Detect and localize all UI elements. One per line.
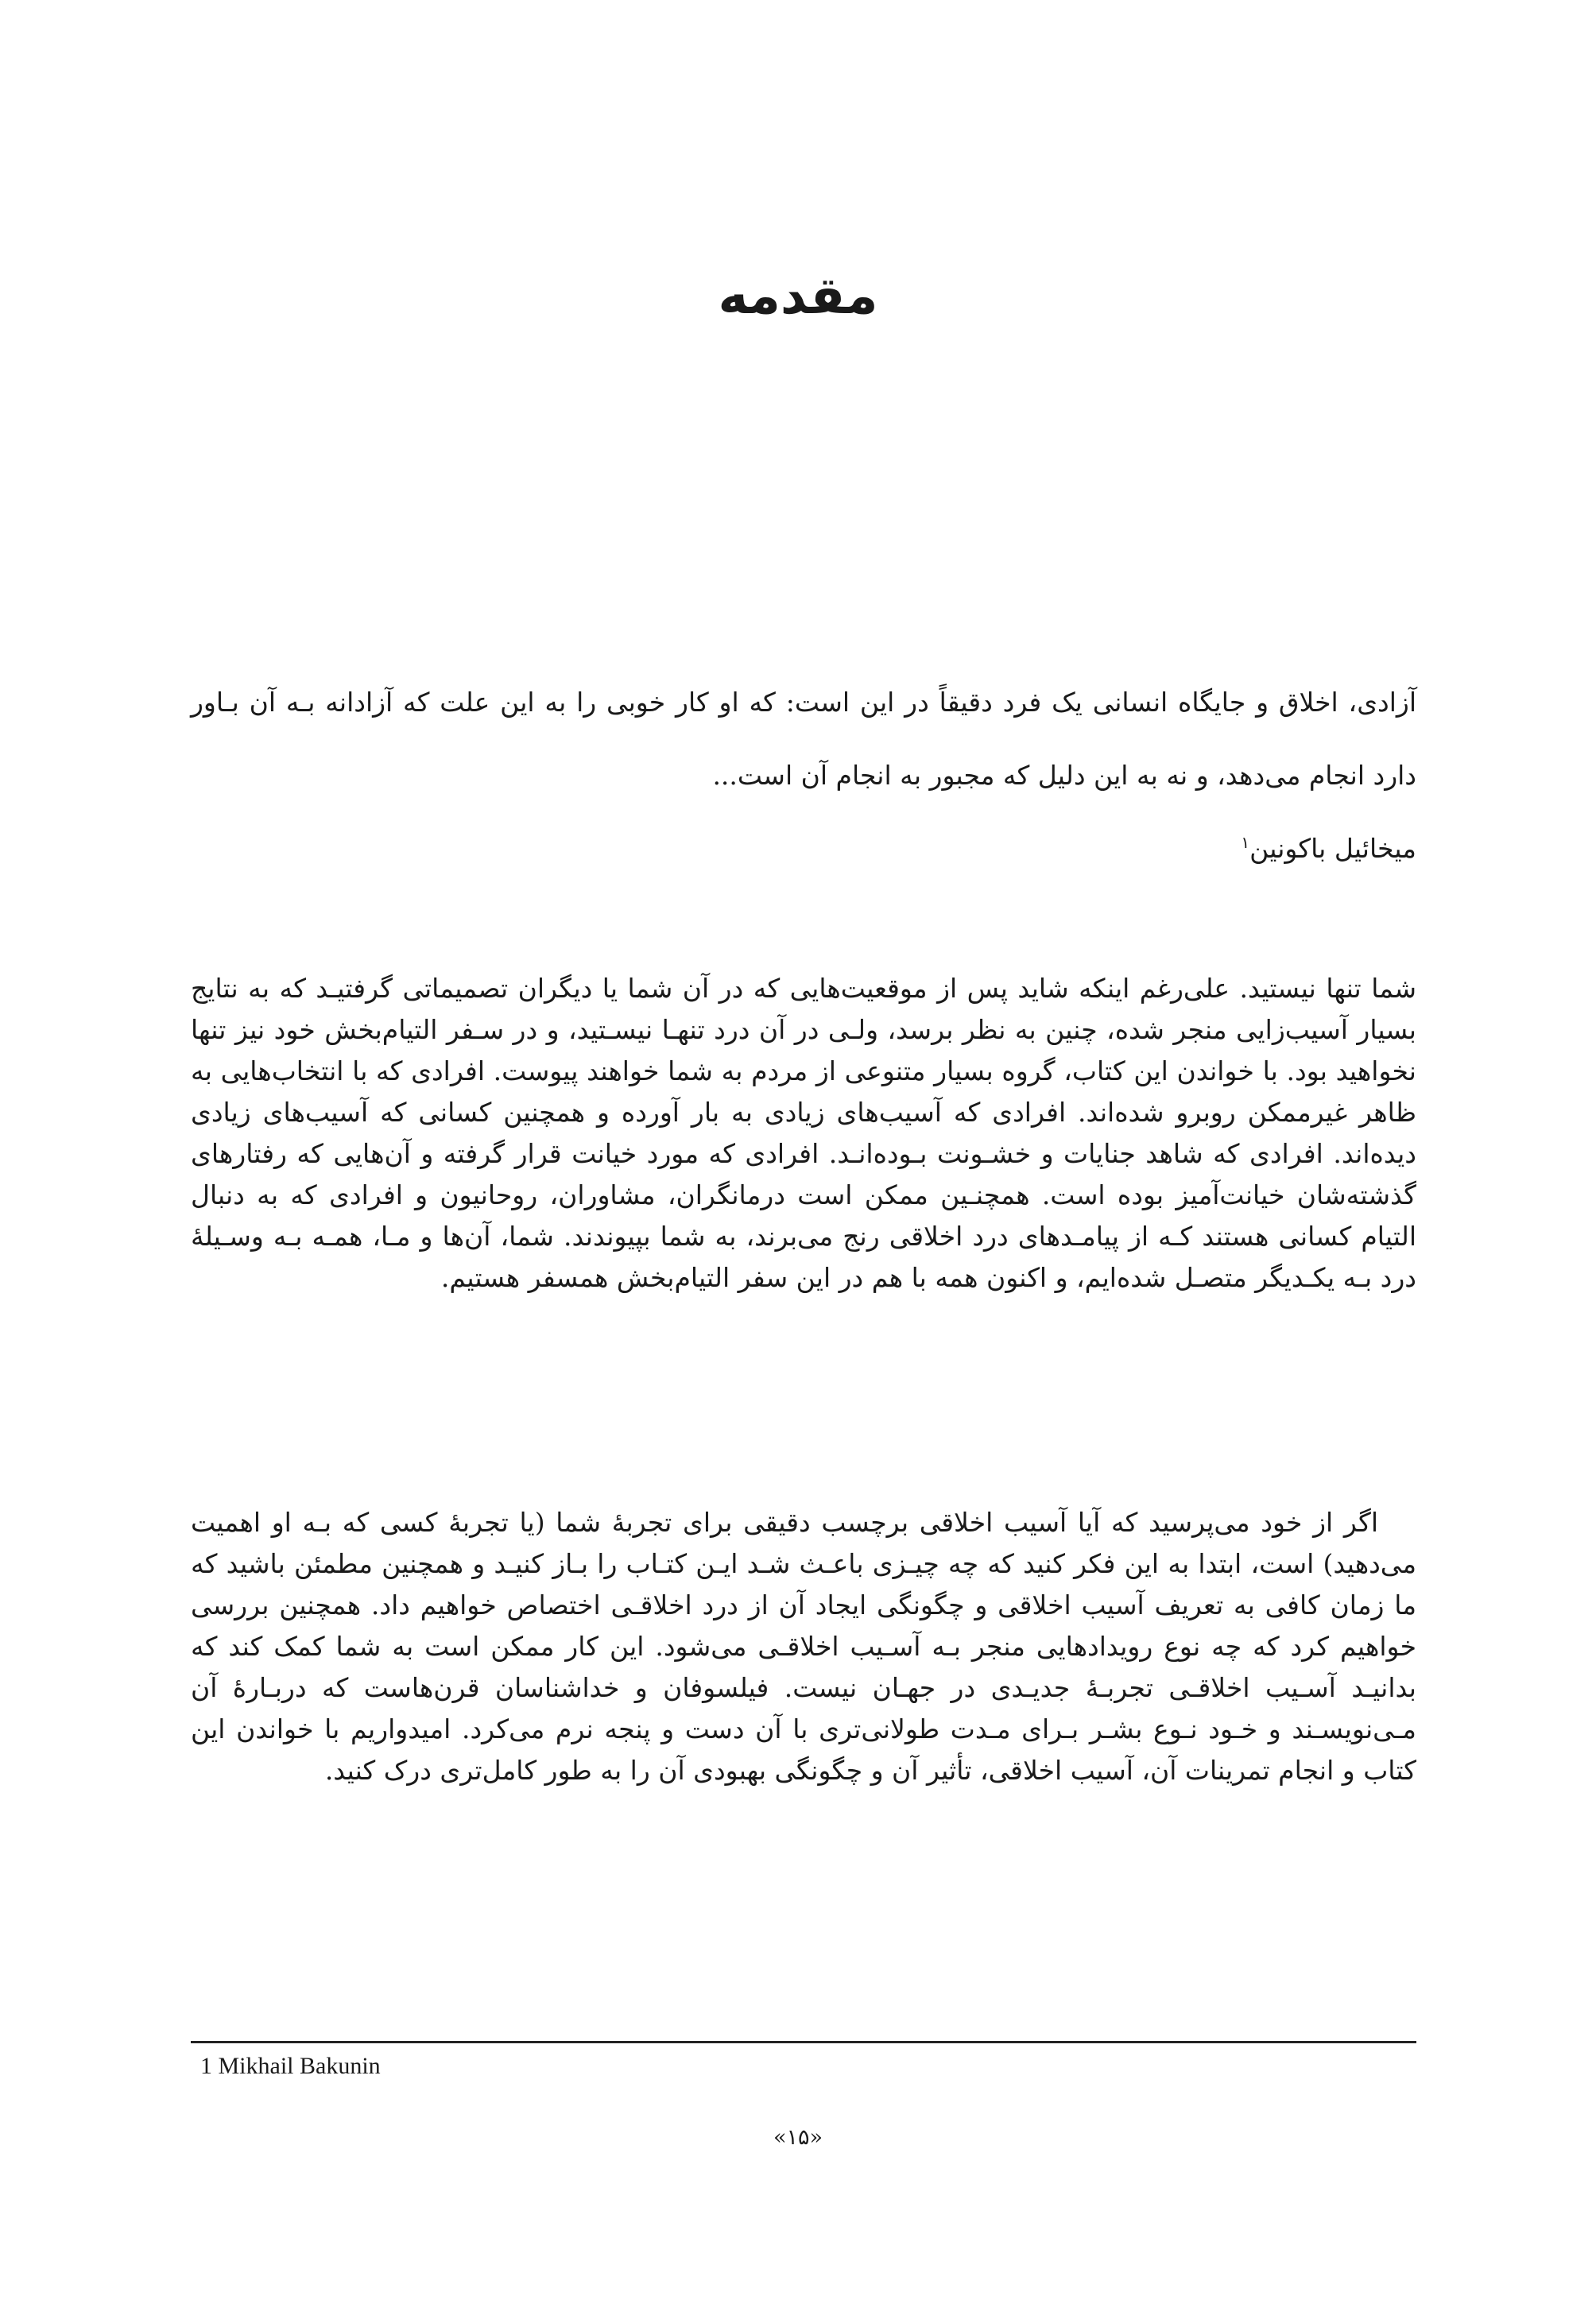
footnote-marker: ۱ bbox=[1241, 833, 1250, 852]
body-paragraph-1: شما تنها نیستید. علی‌رغم اینکه شاید پس از موقعیت‌هایی که در آن شما یا دیگران تصمیماتی گرفتیـد که به نتایج بسیار آسیب‌زایی منجر شده، چنین به نظر برسد، ولـی در آن درد تنهـا نیسـتید، و در سـفر التیام‌بخش خود نیز تنها نخواهید بود. با خواندن این کتاب، گروه بسیار متنوعی از مردم به شما خواهند پیوست. افرادی که با انتخاب‌هایی به ظاهر غیرممکن روبرو شده‌اند. افرادی که آسیب‌های زیادی به بار آورده و همچنین کسانی که آسیب‌های زیادی دیده‌اند. افرادی که شاهد جنایات و خشـونت بـوده‌انـد. افرادی که مورد خیانت قرار گرفته و آن‌هایی که رفتارهای گذشته‌شان خیانت‌آمیز بوده است. همچنـین ممکن است درمانگران، مشاوران، روحانیون و افرادی که به دنبال التیام کسانی هستند کـه از پیامـد‌های درد اخلاقی رنج می‌برند، به شما بپیوندند. شما، آن‌ها و مـا، همـه بـه وسـیلهٔ درد بـه یکـدیگر متصـل شده‌ایم، و اکنون همه با هم در این سفر التیام‌بخش همسفر هستیم. bbox=[191, 973, 1416, 1293]
footnote-text: 1 Mikhail Bakunin bbox=[200, 2053, 381, 2079]
epigraph-attribution bbox=[1241, 825, 1416, 873]
attribution-name: میخائیل باکونین bbox=[1249, 833, 1416, 864]
body-paragraph-2: اگر از خود می‌پرسید که آیا آسیب اخلاقی برچسب دقیقی برای تجربهٔ شما (یا تجربهٔ کسی که بـه او اهمیت می‌دهید) است، ابتدا به این فکر کنید که چه چیـزی باعـث شـد ایـن کتـاب را بـاز کنیـد و همچنین مطمئن باشید که ما زمان کافی به تعریف آسیب اخلاقی و چگونگی ایجاد آن از درد اخلاقـی اختصاص خواهیم داد. همچنین بررسی خواهیم کرد که چه نوع رویدادهایی منجر بـه آسـیب اخلاقـی می‌شود. این کار ممکن است به شما کمک کند که بدانیـد آسـیب اخلاقـی تجربـهٔ جدیـدی در جهـان نیست. فیلسوفان و خداشناسان قرن‌هاست که دربـارهٔ آن مـی‌نویسـند و خـود نـوع بشـر بـرای مـدت طولانی‌تری با آن دست و پنجه نرم می‌کرد. امیدواریم با خواندن این کتاب و انجام تمرینات آن، آسیب اخلاقی، تأثیر آن و چگونگی بهبودی آن را به طور کامل‌تری درک کنید. bbox=[191, 1507, 1416, 1786]
footnote-divider bbox=[191, 2041, 1416, 2043]
chapter-title: مقدمه bbox=[718, 267, 878, 326]
epigraph-quote: آزادی، اخلاق و جایگاه انسانی یک فرد دقیقاً در این است: که او کار خوبی را به این علت که آزادانه بـه آن بـاور دارد انجام می‌دهد، و نه به این دلیل که مجبور به انجام آن است... bbox=[191, 687, 1416, 791]
page-number: «۱۵» bbox=[773, 2125, 823, 2150]
